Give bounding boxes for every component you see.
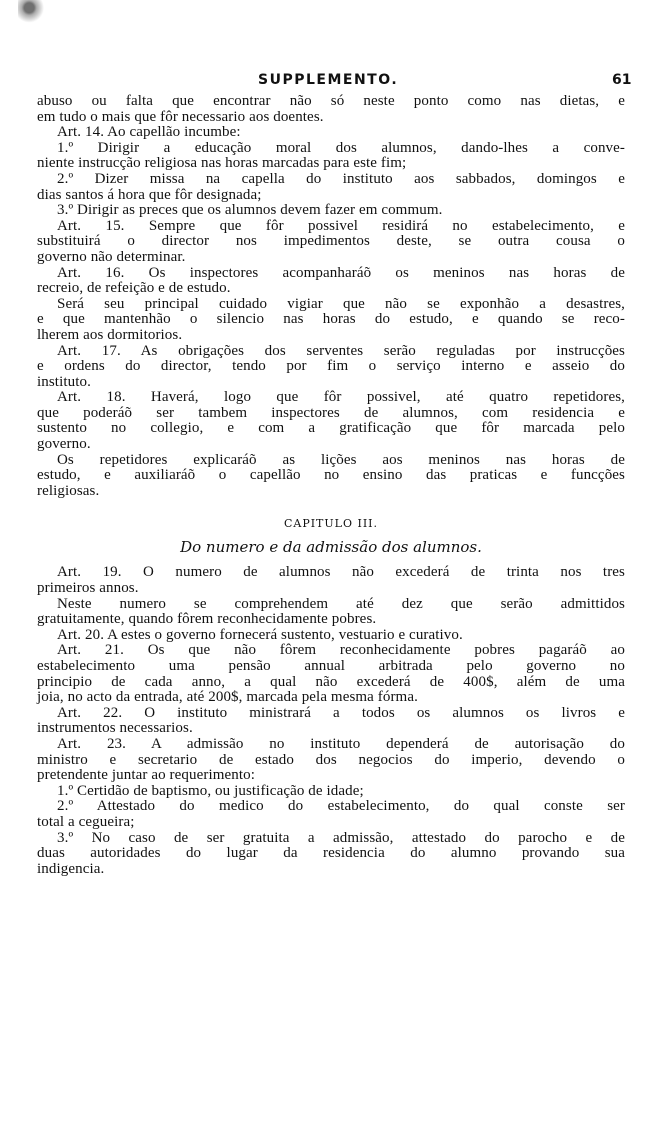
page-header [0, 72, 672, 92]
paragraph [37, 784, 625, 800]
text-line: estabelecimento uma pensão annual arbitrada pelo governo no [37, 658, 625, 674]
paragraph [37, 125, 625, 141]
text-line: em tudo o mais que fôr necessario aos doentes. [37, 108, 324, 125]
paragraph [37, 628, 625, 644]
paragraph [37, 831, 625, 878]
text-line: Art. 14. Ao capellão incumbe: [57, 124, 241, 141]
text-line: Art. 16. Os inspectores acompanharáõ os meninos nas horas de [57, 264, 625, 281]
text-line: instituto. [37, 373, 91, 390]
text-line: Art. 23. A admissão no instituto dependerá de autorisação do [57, 735, 625, 752]
text-line: dias santos á hora que fôr designada; [37, 186, 262, 203]
text-line: Será seu principal cuidado vigiar que não se exponhão a desastres, [57, 295, 625, 312]
text-line: sustento no collegio, e com a gratificação que fôr marcada pelo [37, 420, 625, 437]
paragraph [37, 453, 625, 500]
text-line: pretendente juntar ao requerimento: [37, 767, 255, 784]
text-line: substituirá o director nos impedimentos deste, se outra cousa o [37, 233, 625, 250]
paragraph [37, 390, 625, 452]
paragraph [37, 141, 625, 172]
paragraph [37, 799, 625, 830]
text-line: instrumentos necessarios. [37, 720, 193, 737]
paragraph [37, 297, 625, 344]
text-line: principio de cada anno, a qual não excederá de 400$, além de uma [37, 673, 625, 690]
text-line: 3.º Dirigir as preces que os alumnos devem fazer em commum. [57, 202, 443, 219]
text-line: que poderáõ ser tambem inspectores de alumnos, com residencia e [37, 404, 625, 421]
paragraph [37, 172, 625, 203]
text-line: religiosas. [37, 482, 100, 499]
text-line: joia, no acto da entrada, até 200$, marcada pela mesma fórma. [37, 689, 418, 706]
paragraph [37, 737, 625, 784]
text-line: ministro e secretario de estado dos negocios do imperio, devendo o [37, 751, 625, 768]
text-line: Art. 18. Haverá, logo que fôr possivel, até quatro repetidores, [57, 389, 625, 406]
text-line: 1.º Certidão de baptismo, ou justificação de idade; [57, 782, 364, 799]
paragraph [37, 706, 625, 737]
text-line: Os repetidores explicaráõ as lições aos meninos nas horas de [57, 451, 625, 468]
text-line: estudo, e auxiliaráõ o capellão no ensino das praticas e funcções [37, 467, 625, 484]
chapter-subtitle: Do numero e da admissão dos alumnos. [180, 538, 482, 557]
text-line: governo. [37, 436, 91, 453]
section-after-chapter [37, 565, 625, 877]
page-blemish [18, 0, 46, 26]
text-line: Art. 20. A estes o governo fornecerá sustento, vestuario e curativo. [57, 626, 463, 643]
paragraph [37, 94, 625, 125]
text-line: Art. 17. As obrigações dos serventes serão reguladas por instrucções [57, 342, 625, 359]
paragraph [37, 344, 625, 391]
section-before-chapter [37, 94, 625, 499]
text-line: Art. 19. O numero de alumnos não excederá de trinta nos tres [57, 564, 625, 581]
text-line: recreio, de refeição e de estudo. [37, 280, 231, 297]
paragraph [37, 219, 625, 266]
page-body [37, 94, 625, 877]
text-line: e ordens do director, tendo por fim o serviço interno e asseio do [37, 358, 625, 375]
text-line: Neste numero se comprehendem até dez que serão admittidos [57, 595, 625, 612]
chapter-heading: CAPITULO III. [283, 517, 379, 531]
text-line: Art. 22. O instituto ministrará a todos os alumnos os livros e [57, 704, 625, 721]
text-line: gratuitamente, quando fôrem reconhecidamente pobres. [37, 611, 377, 628]
text-line: indigencia. [37, 860, 105, 877]
text-line: Art. 21. Os que não fôrem reconhecidamente pobres pagaráõ ao [57, 642, 625, 659]
text-line: 1.º Dirigir a educação moral dos alumnos, dando-lhes a conve- [57, 139, 625, 156]
paragraph [37, 203, 625, 219]
text-line: 2.º Attestado do medico do estabelecimento, do qual conste ser [57, 798, 625, 815]
text-line: e que mantenhão o silencio nas horas do estudo, e quando se reco- [37, 311, 625, 328]
text-line: niente instrucção religiosa nas horas marcadas para este fim; [37, 155, 407, 172]
page-number: 61 [612, 72, 632, 88]
text-line: governo não determinar. [37, 248, 186, 265]
text-line: Art. 15. Sempre que fôr possivel residirá no estabelecimento, e [57, 217, 625, 234]
text-line: abuso ou falta que encontrar não só neste ponto como nas dietas, e [37, 93, 625, 109]
text-line: 2.º Dizer missa na capella do instituto aos sabbados, domingos e [57, 170, 625, 187]
text-line: duas autoridades do lugar da residencia do alumno provando sua [37, 845, 625, 862]
text-line: primeiros annos. [37, 580, 139, 597]
text-line: total a cegueira; [37, 813, 135, 830]
paragraph [37, 266, 625, 297]
paragraph [37, 643, 625, 705]
text-line: lherem aos dormitorios. [37, 326, 183, 343]
paragraph [37, 597, 625, 628]
paragraph [37, 565, 625, 596]
text-line: 3.º No caso de ser gratuita a admissão, attestado do parocho e de [57, 829, 625, 846]
running-title: SUPPLEMENTO. [258, 72, 399, 88]
